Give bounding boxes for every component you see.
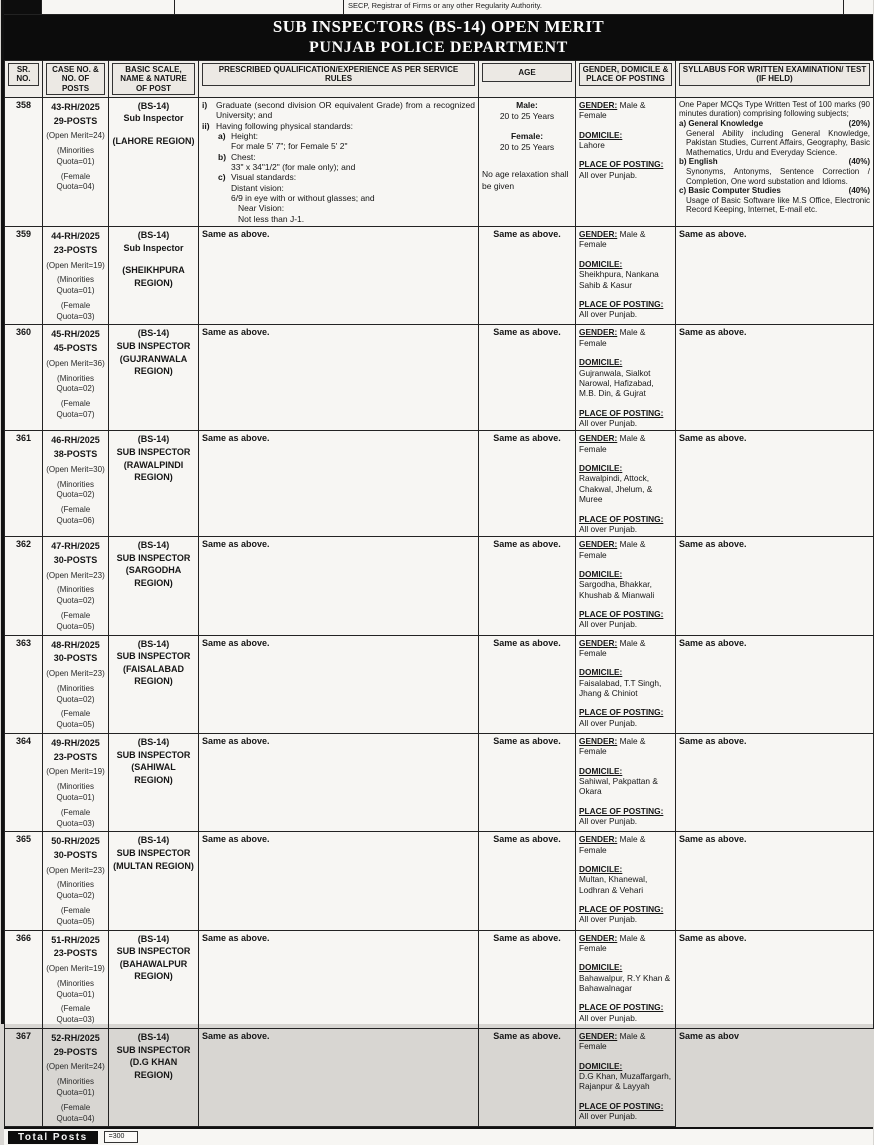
document-title-line1: SUB INSPECTORS (BS-14) OPEN MERIT	[272, 17, 605, 36]
syllabus-cell: Same as above.	[676, 537, 874, 635]
syllabus-cell: Same as above.	[676, 431, 874, 537]
qualification-cell: Same as above.	[199, 1029, 479, 1127]
gender-cell: GENDER: Male & Female DOMICILE: D.G Khan, Muzaffargarh, Rajanpur & Layyah PLACE OF POSTING: All over Punjab.	[576, 1029, 676, 1127]
total-posts-value: =300	[104, 1131, 138, 1143]
quota-line: (Minorities Quota=01)	[56, 145, 95, 166]
age-cell: Same as above.	[479, 1029, 576, 1127]
table-row	[5, 97, 874, 226]
scale-cell: (BS-14) SUB INSPECTOR (D.G KHAN REGION)	[109, 1029, 199, 1127]
gender-cell: GENDER: Male & Female DOMICILE: Gujranwala, Sialkot Narowal, Hafizabad, M.B. Din, & Gujrat PLACE OF POSTING: All over Punjab.	[576, 325, 676, 431]
sr-cell: 366	[5, 930, 43, 1028]
gender-cell: GENDER: Male & Female DOMICILE: Faisalabad, T.T Singh, Jhang & Chiniot PLACE OF POSTING: All over Punjab.	[576, 635, 676, 733]
table-row	[5, 832, 874, 930]
scale-cell	[109, 97, 199, 226]
scale-cell: (BS-14) SUB INSPECTOR (SARGODHA REGION)	[109, 537, 199, 635]
sr-cell: 359	[5, 227, 43, 325]
age-cell: Same as above.	[479, 832, 576, 930]
gender-cell: GENDER: Male & Female DOMICILE: Sheikhpura, Nankana Sahib & Kasur PLACE OF POSTING: All over Punjab.	[576, 227, 676, 325]
table-row	[5, 537, 874, 635]
scale-cell: (BS-14) SUB INSPECTOR (MULTAN REGION)	[109, 832, 199, 930]
syllabus-cell: Same as abov	[676, 1029, 874, 1127]
age-cell: Same as above.	[479, 733, 576, 831]
sr-cell: 360	[5, 325, 43, 431]
col-header-gender-domicile: GENDER, DOMICILE & PLACE OF POSTING	[576, 61, 676, 98]
scale-cell: (BS-14) SUB INSPECTOR (FAISALABAD REGION)	[109, 635, 199, 733]
age-cell: Same as above.	[479, 930, 576, 1028]
case-no: 43-RH/2025	[51, 101, 100, 112]
post-title: Sub Inspector	[123, 113, 184, 124]
sr-cell: 362	[5, 537, 43, 635]
qualification-cell: Same as above.	[199, 832, 479, 930]
case-cell: 46-RH/2025 38-POSTS (Open Merit=30) (Minorities Quota=02) (Female Quota=06)	[43, 431, 109, 537]
scale-cell: (BS-14) SUB INSPECTOR (GUJRANWALA REGION)	[109, 325, 199, 431]
age-cell: Same as above.	[479, 227, 576, 325]
previous-row-text: SECP, Registrar of Firms or any other Regularity Authority.	[344, 0, 844, 14]
table-row	[5, 930, 874, 1028]
sr-cell: 361	[5, 431, 43, 537]
table-row	[5, 1029, 874, 1127]
col-header-qualification: PRESCRIBED QUALIFICATION/EXPERIENCE AS PER SERVICE RULES	[199, 61, 479, 98]
posts-count: 29-POSTS	[53, 115, 98, 126]
gender-cell: GENDER: Male & Female DOMICILE: Bahawalpur, R.Y Khan & Bahawalnagar PLACE OF POSTING: All over Punjab.	[576, 930, 676, 1028]
col-header-age: AGE	[479, 61, 576, 98]
posts-table	[4, 60, 874, 1127]
qualification-cell: Same as above.	[199, 325, 479, 431]
table-row	[5, 733, 874, 831]
syllabus-cell: Same as above.	[676, 930, 874, 1028]
syllabus-cell: One Paper MCQs Type Written Test of 100 marks (90 minutes duration) comprising following subjects; a) General Knowledge (20%) General Ability including General Knowledge, Pakistan Studies, Current Affairs, Geography, Basic Mathematics, Urdu and Everyday Science. b) English (40%) Synonyms, Antonyms, Sentence Correction / Completion, One word substation and Idioms. c) Basic Computer Studies (40%) Usage of Basic Software like M.S Office, Electronic Record Keeping, Internet, E-mail etc.	[676, 97, 874, 226]
sr-cell: 365	[5, 832, 43, 930]
col-header-sr-no: SR. NO.	[5, 61, 43, 98]
col-header-case-no: CASE NO. & NO. OF POSTS	[43, 61, 109, 98]
age-cell: Same as above.	[479, 431, 576, 537]
table-row	[5, 227, 874, 325]
gender-cell: GENDER: Male & Female DOMICILE: Sahiwal, Pakpattan & Okara PLACE OF POSTING: All over Punjab.	[576, 733, 676, 831]
qualification-cell: Same as above.	[199, 431, 479, 537]
region-label: (LAHORE REGION)	[112, 136, 195, 146]
syllabus-cell: Same as above.	[676, 325, 874, 431]
syllabus-cell: Same as above.	[676, 733, 874, 831]
qualification-cell: Same as above.	[199, 227, 479, 325]
document-title	[4, 15, 873, 60]
age-note: No age relaxation shall be given	[482, 169, 569, 191]
qualification-cell: Same as above.	[199, 930, 479, 1028]
sr-cell: 367	[5, 1029, 43, 1127]
scale-cell: (BS-14) SUB INSPECTOR (SAHIWAL REGION)	[109, 733, 199, 831]
scale-cell: (BS-14) SUB INSPECTOR (RAWALPINDI REGION)	[109, 431, 199, 537]
posts-count: 23-POSTS	[53, 244, 98, 255]
scale-cell: (BS-14) SUB INSPECTOR (BAHAWALPUR REGION)	[109, 930, 199, 1028]
quota-line: (Open Merit=24)	[46, 131, 105, 141]
case-cell: 49-RH/2025 23-POSTS (Open Merit=19) (Minorities Quota=01) (Female Quota=03)	[43, 733, 109, 831]
age-cell: Male: 20 to 25 Years Female: 20 to 25 Years No age relaxation shall be given	[479, 97, 576, 226]
syllabus-cell: Same as above.	[676, 832, 874, 930]
case-cell: 50-RH/2025 30-POSTS (Open Merit=23) (Minorities Quota=02) (Female Quota=05)	[43, 832, 109, 930]
scale-label: (BS-14)	[137, 100, 170, 111]
posting-value: All over Punjab.	[579, 169, 638, 180]
qualification-cell: Same as above.	[199, 635, 479, 733]
document-page	[1, 0, 873, 1143]
domicile-value: Lahore	[579, 139, 605, 150]
gender-cell: GENDER: Male & Female DOMICILE: Rawalpindi, Attock, Chakwal, Jhelum, & Muree PLACE OF POSTING: All over Punjab.	[576, 431, 676, 537]
sr-cell: 364	[5, 733, 43, 831]
case-cell: 51-RH/2025 23-POSTS (Open Merit=19) (Minorities Quota=01) (Female Quota=03)	[43, 930, 109, 1028]
scale-cell: (BS-14) Sub Inspector (SHEIKHPURA REGION)	[109, 227, 199, 325]
col-header-basic-scale: BASIC SCALE, NAME & NATURE OF POST	[109, 61, 199, 98]
case-cell: 45-RH/2025 45-POSTS (Open Merit=36) (Minorities Quota=02) (Female Quota=07)	[43, 325, 109, 431]
total-posts-strip	[4, 1127, 873, 1145]
case-cell: 52-RH/2025 29-POSTS (Open Merit=24) (Minorities Quota=01) (Female Quota=04)	[43, 1029, 109, 1127]
gender-cell: GENDER: Male & Female DOMICILE: Multan, Khanewal, Lodhran & Vehari PLACE OF POSTING: All over Punjab.	[576, 832, 676, 930]
syllabus-cell: Same as above.	[676, 635, 874, 733]
gender-cell: GENDER: Male & Female DOMICILE: Sargodha, Bhakkar, Khushab & Mianwali PLACE OF POSTING: All over Punjab.	[576, 537, 676, 635]
gender-cell: GENDER: Male & Female DOMICILE: Lahore PLACE OF POSTING: All over Punjab.	[576, 97, 676, 226]
previous-row-strip	[4, 0, 873, 15]
table-row	[5, 431, 874, 537]
quota-line: (Female Quota=04)	[56, 171, 95, 192]
gender-value: Male & Female	[579, 99, 646, 121]
case-cell	[43, 97, 109, 226]
sr-cell: 358	[5, 97, 43, 226]
case-cell: 48-RH/2025 30-POSTS (Open Merit=23) (Minorities Quota=02) (Female Quota=05)	[43, 635, 109, 733]
table-header-row	[5, 61, 874, 98]
qualification-cell: Same as above.	[199, 537, 479, 635]
total-posts-label: Total Posts	[8, 1131, 98, 1144]
syllabus-cell: Same as above.	[676, 227, 874, 325]
sr-cell: 363	[5, 635, 43, 733]
document-title-line2: PUNJAB POLICE DEPARTMENT	[309, 38, 568, 56]
case-no: 44-RH/2025	[51, 231, 100, 242]
age-cell: Same as above.	[479, 537, 576, 635]
previous-row-black-cell	[4, 0, 42, 14]
table-row	[5, 635, 874, 733]
table-row	[5, 325, 874, 431]
age-cell: Same as above.	[479, 325, 576, 431]
case-cell: 44-RH/2025 23-POSTS (Open Merit=19) (Minorities Quota=01) (Female Quota=03)	[43, 227, 109, 325]
col-header-syllabus: SYLLABUS FOR WRITTEN EXAMINATION/ TEST (IF HELD)	[676, 61, 874, 98]
case-cell: 47-RH/2025 30-POSTS (Open Merit=23) (Minorities Quota=02) (Female Quota=05)	[43, 537, 109, 635]
age-cell: Same as above.	[479, 635, 576, 733]
qualification-cell: Same as above.	[199, 733, 479, 831]
qualification-cell: i) Graduate (second division OR equivalent Grade) from a recognized University; and ii) Having following physical standards: a) Height: For male 5' 7"; for Female 5' 2" b) Chest: 33" x 34"1/2" (for male only); and c) Visual standards: Distant vision: 6/9 in eye with or without glasses; and Near Vision: Not less than J-1.	[199, 97, 479, 226]
